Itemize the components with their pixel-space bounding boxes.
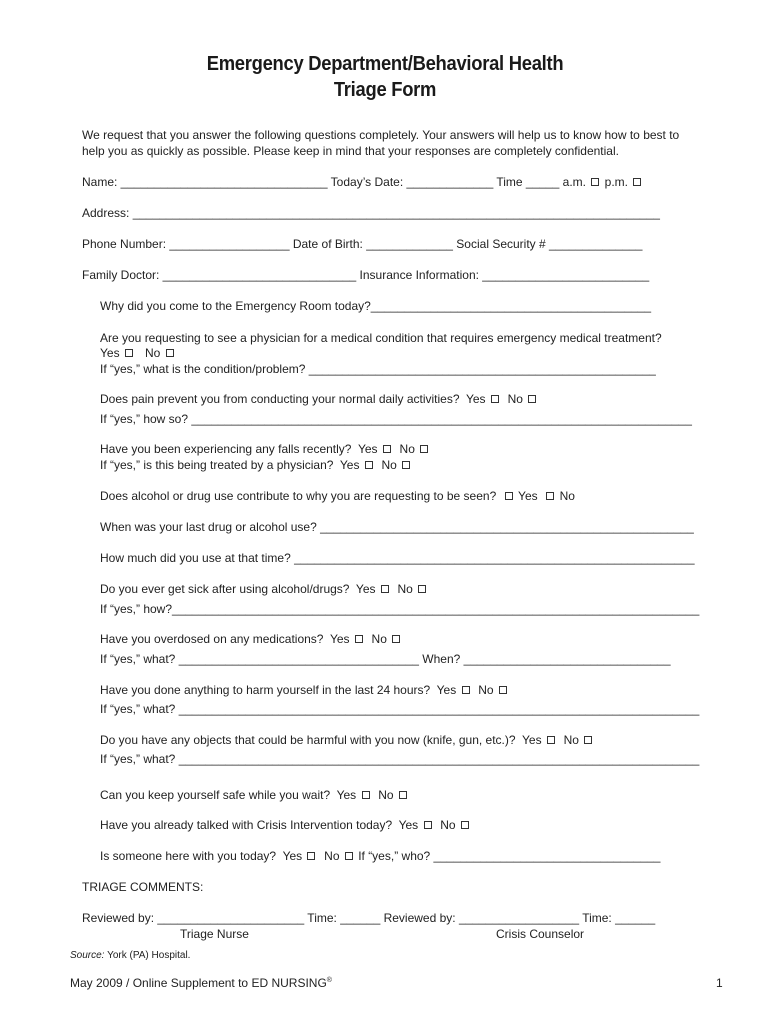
- safe-text: Can you keep yourself safe while you wait?: [100, 788, 331, 802]
- pm-checkbox[interactable]: [633, 178, 641, 186]
- someone-yes-checkbox[interactable]: [307, 852, 315, 860]
- question-objects-what: If “yes,” what? ______________________________________________________________________________: [100, 752, 700, 766]
- safe-yes-checkbox[interactable]: [362, 791, 370, 799]
- yes-label: Yes: [282, 849, 303, 863]
- yes-label: Yes: [357, 442, 378, 456]
- no-label: No: [563, 733, 579, 747]
- question-falls-treated: [100, 458, 412, 473]
- yes-label: Yes: [518, 489, 538, 503]
- someone-text: Is someone here with you today?: [100, 849, 277, 863]
- physician-yes-checkbox[interactable]: [125, 349, 133, 357]
- no-label: No: [507, 392, 523, 406]
- question-alcohol: [100, 489, 575, 504]
- sick-no-checkbox[interactable]: [418, 585, 426, 593]
- question-physician: Are you requesting to see a physician for a medical condition that requires emergency medical treatment?: [100, 331, 662, 345]
- question-how-much: How much did you use at that time? ____________________________________________________________: [100, 551, 695, 565]
- question-crisis: [100, 818, 471, 833]
- registered-mark: ®: [326, 977, 332, 984]
- no-label: No: [559, 489, 575, 503]
- no-label: No: [144, 346, 161, 360]
- triage-nurse-label: Triage Nurse: [180, 927, 249, 941]
- crisis-text: Have you already talked with Crisis Intervention today?: [100, 818, 393, 832]
- alcohol-no-checkbox[interactable]: [546, 492, 554, 500]
- reviewed-row: Reviewed by: ______________________ Time: ______ Reviewed by: __________________ Time: ______: [82, 911, 656, 925]
- harm-text: Have you done anything to harm yourself in the last 24 hours?: [100, 683, 431, 697]
- question-falls: [100, 442, 430, 457]
- question-pain: [100, 392, 538, 407]
- yes-label: Yes: [329, 632, 350, 646]
- phone-row: Phone Number: __________________ Date of Birth: _____________ Social Security # ______________: [82, 237, 643, 251]
- no-label: No: [371, 632, 387, 646]
- page-number: 1: [716, 976, 723, 990]
- footer: [70, 976, 332, 990]
- overdose-no-checkbox[interactable]: [392, 635, 400, 643]
- yes-label: Yes: [336, 788, 357, 802]
- crisis-no-checkbox[interactable]: [461, 821, 469, 829]
- yes-label: Yes: [100, 346, 120, 360]
- source-note: [70, 950, 190, 961]
- no-label: No: [397, 582, 413, 596]
- source-text: York (PA) Hospital.: [107, 950, 191, 961]
- address-row: Address: _______________________________________________________________________________: [82, 206, 660, 220]
- harm-no-checkbox[interactable]: [499, 686, 507, 694]
- form-title-line1: Emergency Department/Behavioral Health: [206, 53, 564, 75]
- yes-label: Yes: [339, 458, 360, 472]
- question-sick: [100, 582, 428, 597]
- overdose-yes-checkbox[interactable]: [355, 635, 363, 643]
- question-someone: [100, 849, 660, 864]
- name-date-time-fields: Name: _______________________________ Today’s Date: _____________ Time _____ a.m.: [82, 175, 586, 189]
- someone-who-text: If “yes,” who? __________________________________: [358, 849, 661, 863]
- intro-line1: We request that you answer the following questions completely. Your answers will help us to know how to best to: [82, 128, 680, 142]
- yes-label: Yes: [522, 733, 542, 747]
- am-checkbox[interactable]: [591, 178, 599, 186]
- objects-yes-checkbox[interactable]: [547, 736, 555, 744]
- someone-no-checkbox[interactable]: [345, 852, 353, 860]
- footer-text: May 2009 / Online Supplement to ED NURSING: [70, 976, 327, 990]
- question-why: Why did you come to the Emergency Room today?__________________________________________: [100, 299, 652, 313]
- no-label: No: [399, 442, 415, 456]
- physician-no-checkbox[interactable]: [166, 349, 174, 357]
- yes-label: Yes: [398, 818, 419, 832]
- name-row: [82, 175, 643, 190]
- doctor-row: Family Doctor: _____________________________ Insurance Information: _________________________: [82, 268, 650, 282]
- objects-text: Do you have any objects that could be harmful with you now (knife, gun, etc.)?: [100, 733, 516, 747]
- safe-no-checkbox[interactable]: [399, 791, 407, 799]
- falls-treated-text: If “yes,” is this being treated by a physician?: [100, 458, 334, 472]
- yes-label: Yes: [355, 582, 376, 596]
- question-pain-how: If “yes,” how so? ___________________________________________________________________________: [100, 412, 692, 426]
- falls-yes-checkbox[interactable]: [383, 445, 391, 453]
- treated-yes-checkbox[interactable]: [365, 461, 373, 469]
- source-label: Source:: [70, 950, 105, 961]
- question-last-use: When was your last drug or alcohol use? ________________________________________________________: [100, 520, 694, 534]
- no-label: No: [378, 788, 394, 802]
- question-sick-how: If “yes,” how?_______________________________________________________________________________: [100, 602, 700, 616]
- yes-label: Yes: [436, 683, 457, 697]
- falls-no-checkbox[interactable]: [420, 445, 428, 453]
- intro-line2: help you as quickly as possible. Please keep in mind that your responses are completely confidential.: [82, 144, 619, 158]
- physician-answer: [100, 346, 176, 361]
- question-safe: [100, 788, 409, 803]
- alcohol-yes-checkbox[interactable]: [505, 492, 513, 500]
- no-label: No: [440, 818, 456, 832]
- question-harm-what: If “yes,” what? ______________________________________________________________________________: [100, 702, 700, 716]
- question-objects: [100, 733, 594, 748]
- triage-comments-label: TRIAGE COMMENTS:: [82, 880, 204, 894]
- question-overdose-what: If “yes,” what? ____________________________________ When? _______________________________: [100, 652, 671, 666]
- harm-yes-checkbox[interactable]: [462, 686, 470, 694]
- no-label: No: [478, 683, 494, 697]
- pm-label: p.m.: [604, 175, 629, 189]
- sick-text: Do you ever get sick after using alcohol/drugs?: [100, 582, 350, 596]
- yes-label: Yes: [465, 392, 486, 406]
- overdose-text: Have you overdosed on any medications?: [100, 632, 324, 646]
- question-overdose: [100, 632, 402, 647]
- form-title-line2: Triage Form: [333, 79, 437, 101]
- alcohol-text: Does alcohol or drug use contribute to why you are requesting to be seen?: [100, 489, 497, 503]
- question-condition: If “yes,” what is the condition/problem? ____________________________________________________: [100, 362, 656, 376]
- no-label: No: [324, 849, 340, 863]
- objects-no-checkbox[interactable]: [584, 736, 592, 744]
- no-label: No: [381, 458, 397, 472]
- pain-no-checkbox[interactable]: [528, 395, 536, 403]
- falls-text: Have you been experiencing any falls recently?: [100, 442, 352, 456]
- question-harm: [100, 683, 509, 698]
- pain-text: Does pain prevent you from conducting your normal daily activities?: [100, 392, 460, 406]
- crisis-counselor-label: Crisis Counselor: [496, 927, 585, 941]
- pain-yes-checkbox[interactable]: [491, 395, 499, 403]
- sick-yes-checkbox[interactable]: [381, 585, 389, 593]
- crisis-yes-checkbox[interactable]: [424, 821, 432, 829]
- treated-no-checkbox[interactable]: [402, 461, 410, 469]
